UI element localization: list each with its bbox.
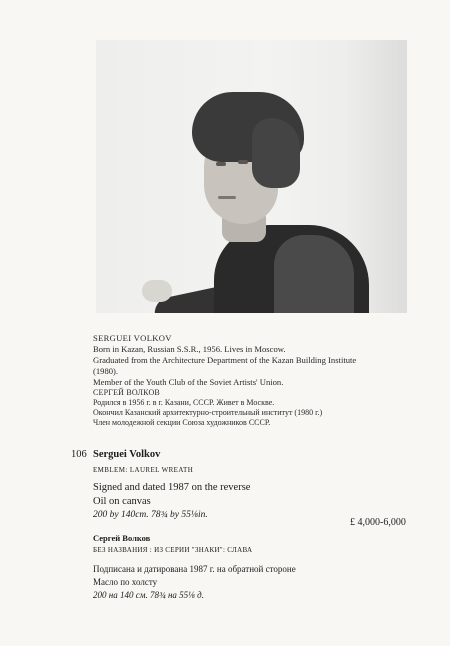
bio-ru-name: СЕРГЕЙ ВОЛКОВ: [93, 388, 160, 397]
bio-ru-line: Член молодежной секции Союза художников СССР.: [93, 418, 271, 427]
lot-dimensions: 200 by 140cm. 78¾ by 55⅛in.: [93, 510, 208, 520]
lot-title: EMBLEM: LAUREL WREATH: [93, 466, 194, 474]
bio-en-line: Member of the Youth Club of the Soviet Artists' Union.: [93, 377, 284, 387]
lot-ru-title: БЕЗ НАЗВАНИЯ : ИЗ СЕРИИ "ЗНАКИ": СЛАВА: [93, 546, 253, 554]
bio-ru-line: Родился в 1956 г. в г. Казани, СССР. Живет в Москве.: [93, 398, 275, 407]
lot-estimate: £ 4,000-6,000: [350, 517, 406, 528]
lot-ru-signed-note: Подписана и датирована 1987 г. на обратной стороне: [93, 564, 296, 574]
bio-en-line: (1980).: [93, 366, 119, 376]
photo-hand: [142, 280, 172, 302]
lot-number: 106: [71, 449, 87, 460]
lot-ru-dimensions: 200 на 140 см. 78¾ на 55⅛ д.: [93, 590, 204, 600]
lot-medium: Oil on canvas: [93, 496, 151, 507]
lot-signed-note: Signed and dated 1987 on the reverse: [93, 482, 251, 493]
photo-eye-left: [216, 162, 226, 166]
photo-vest: [274, 235, 354, 313]
photo-mouth: [218, 196, 236, 199]
lot-ru-medium: Масло по холсту: [93, 577, 158, 587]
photo-eye-right: [238, 160, 248, 164]
lot-ru-artist-name: Сергей Волков: [93, 533, 151, 543]
photo-hair-side: [252, 118, 300, 188]
bio-en-line: Graduated from the Architecture Department of the Kazan Building Institute: [93, 355, 357, 365]
lot-artist-name: Serguei Volkov: [93, 449, 161, 460]
bio-en-line: Born in Kazan, Russian S.S.R., 1956. Lives in Moscow.: [93, 344, 286, 354]
bio-ru-line: Окончил Казанский архитектурно-строительный институт (1980 г.): [93, 408, 323, 417]
bio-en-name: SERGUEI VOLKOV: [93, 333, 172, 343]
artist-portrait-photo: [96, 40, 407, 313]
